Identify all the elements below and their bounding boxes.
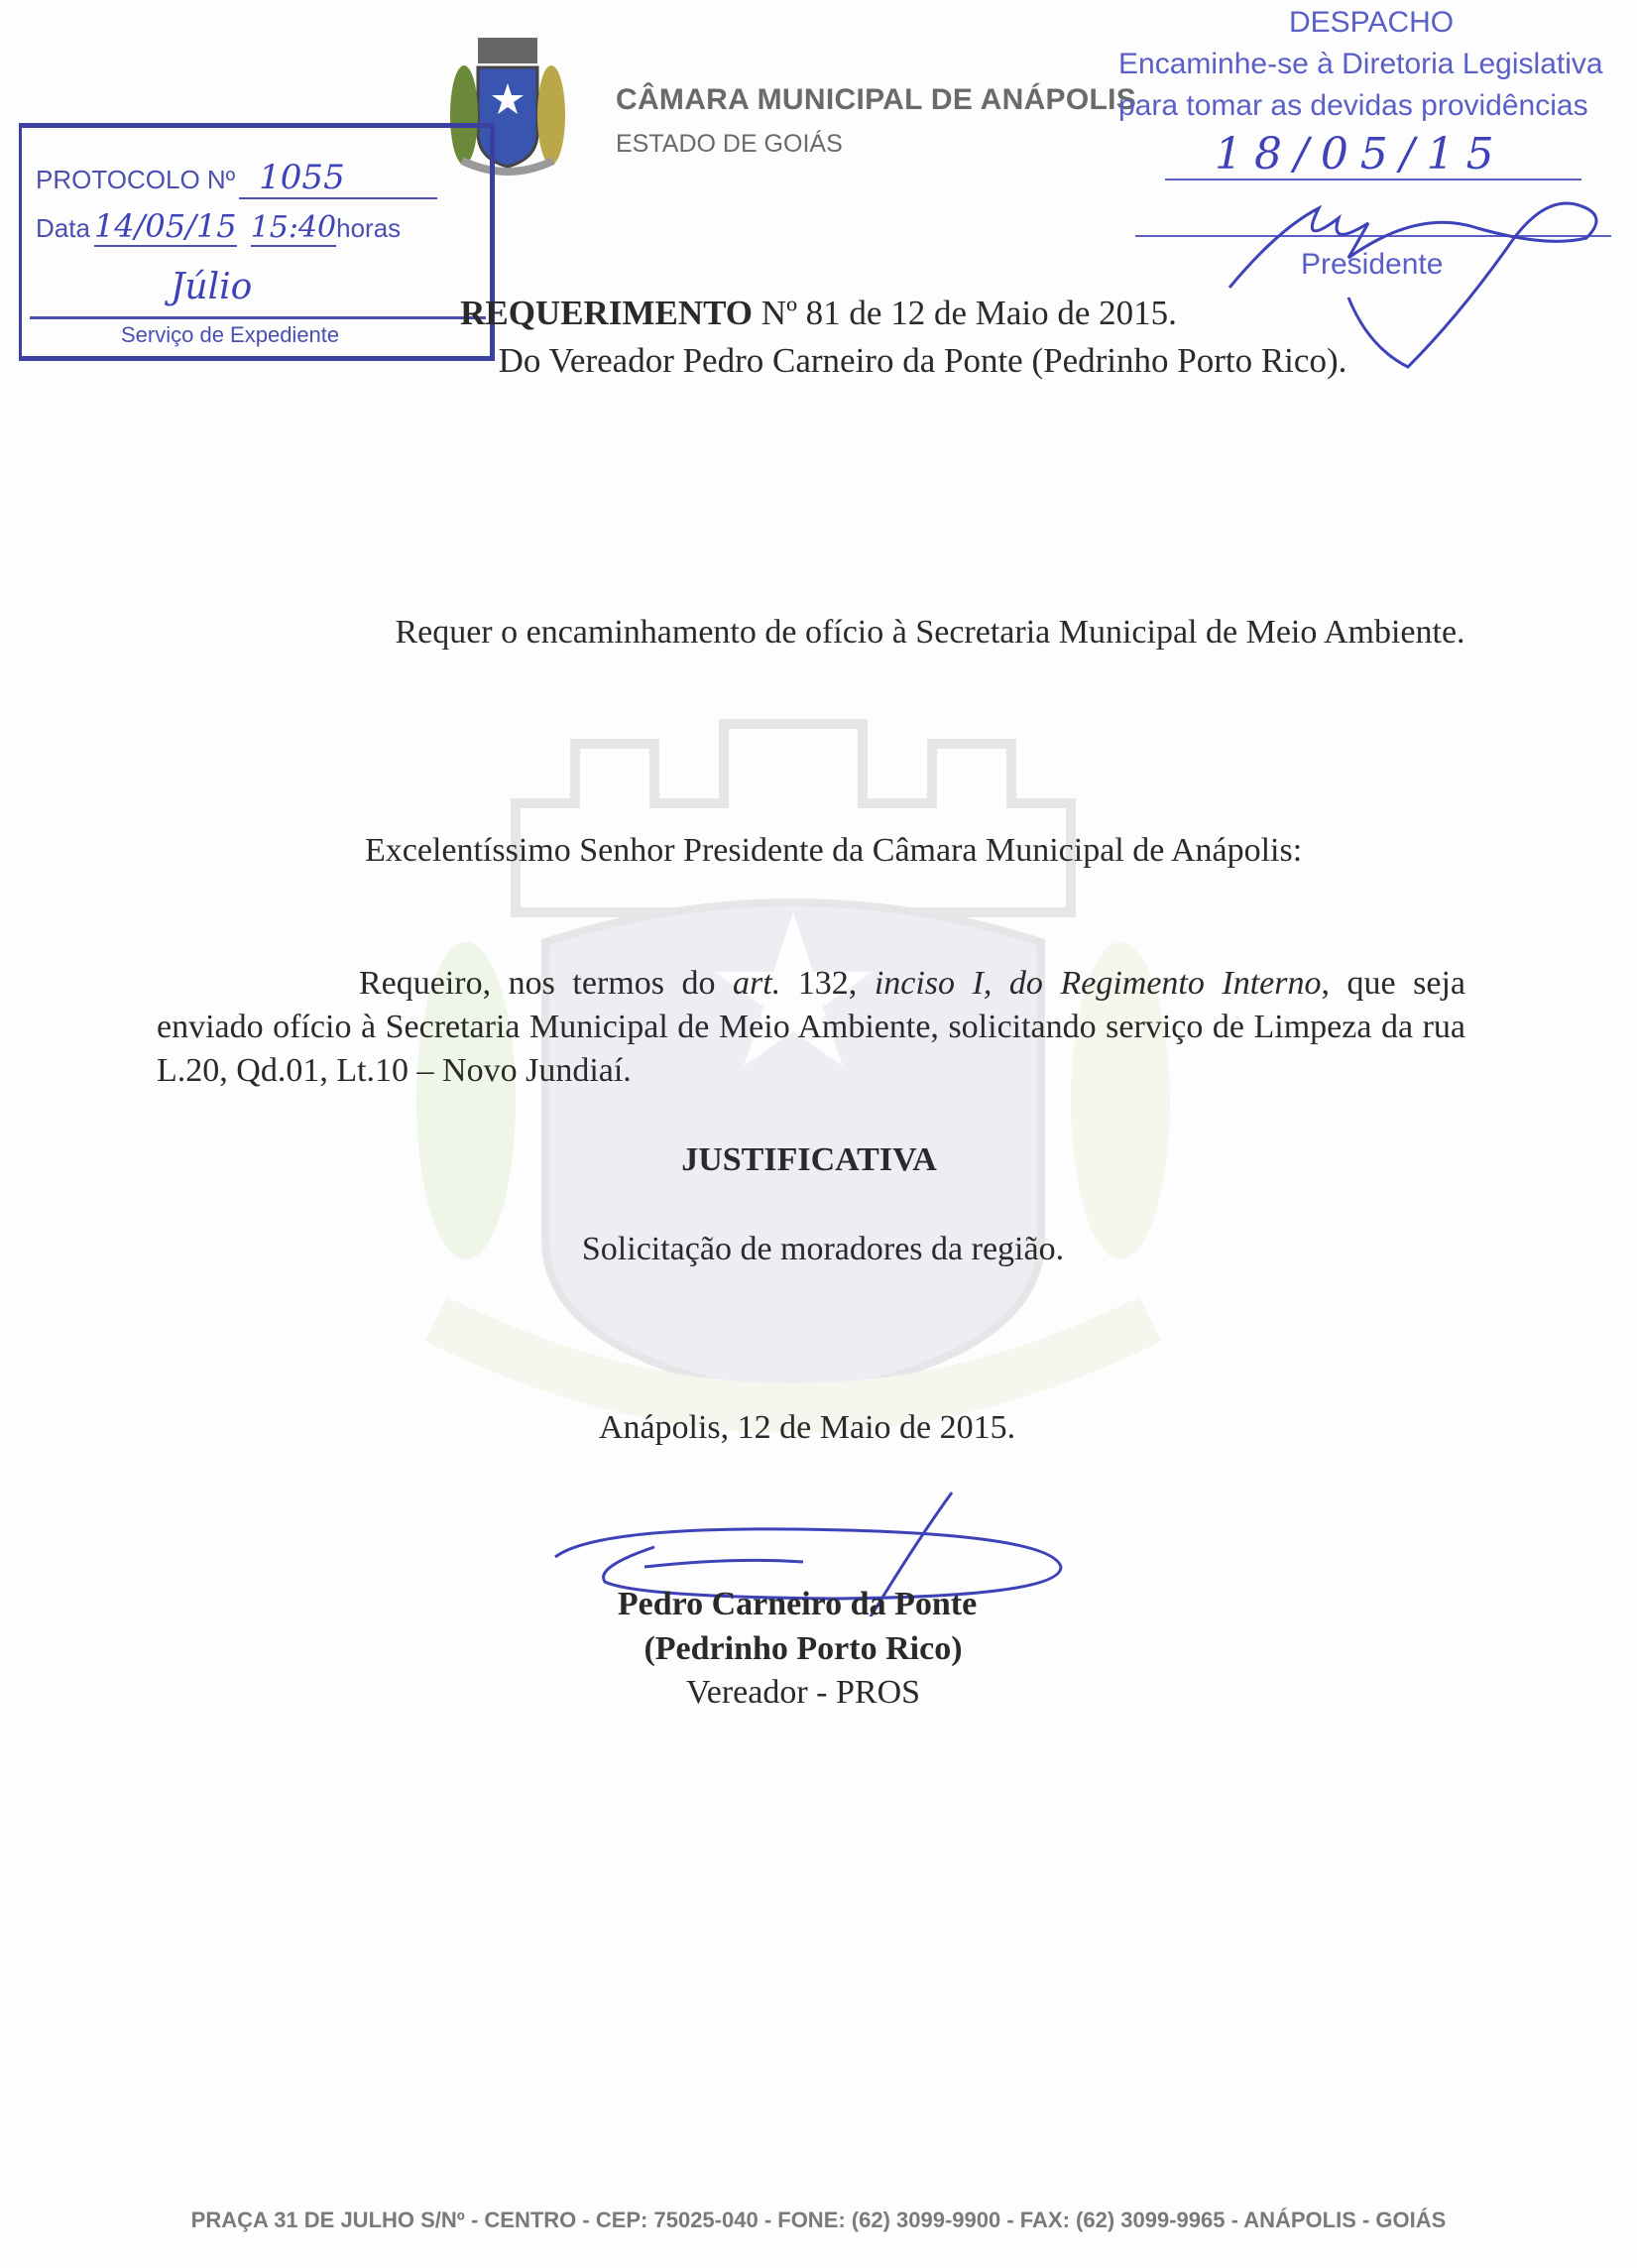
signer-nickname: (Pedrinho Porto Rico) — [643, 1630, 963, 1667]
justification-text: Solicitação de moradores da região. — [581, 1231, 1065, 1267]
document-type: REQUERIMENTO — [460, 294, 754, 332]
dispatch-date-line — [1165, 179, 1581, 180]
document-number-date: Nº 81 de 12 de Maio de 2015. — [753, 294, 1177, 332]
protocol-label: PROTOCOLO Nº — [36, 165, 236, 194]
request-text-1: Requeiro, nos termos do — [359, 965, 734, 1002]
footer-address: PRAÇA 31 DE JULHO S/Nº - CENTRO - CEP: 75025-040 - FONE: (62) 3099-9900 - FAX: (62) 3099-9965 - ANÁPOLIS - GOIÁS — [190, 2208, 1447, 2232]
request-text-2: 132, — [780, 965, 875, 1002]
justification-heading: JUSTIFICATIVA — [681, 1141, 937, 1178]
state-name: ESTADO DE GOIÁS — [616, 130, 843, 158]
dispatch-date: 18/05/15 — [1215, 129, 1506, 179]
summary: Requer o encaminhamento de ofício à Secretaria Municipal de Meio Ambiente. — [395, 614, 1465, 651]
author-line: Do Vereador Pedro Carneiro da Ponte (Pedrinho Porto Rico). — [498, 341, 1347, 380]
request-article: art. — [733, 965, 781, 1002]
request-paragraph — [157, 962, 1465, 1093]
signer-name: Pedro Carneiro da Ponte — [617, 1586, 978, 1622]
date-label: Data — [36, 213, 90, 243]
protocol-date: 14/05/15 — [93, 207, 237, 245]
document-title — [0, 294, 1637, 333]
signer-role: Vereador - PROS — [685, 1674, 921, 1711]
salutation: Excelentíssimo Senhor Presidente da Câmara Municipal de Anápolis: — [365, 832, 1303, 869]
dispatch-line-2: para tomar as devidas providências — [1118, 89, 1588, 122]
place-date: Anápolis, 12 de Maio de 2015. — [598, 1409, 1016, 1446]
protocol-date-row — [36, 207, 401, 247]
institution-name: CÂMARA MUNICIPAL DE ANÁPOLIS — [616, 83, 1137, 116]
protocol-time: 15:40 — [250, 210, 337, 245]
protocol-number-row — [36, 158, 437, 199]
clerk-signature: Júlio — [171, 267, 253, 307]
request-regulation: inciso I, do Regimento Interno — [874, 965, 1322, 1002]
dispatch-title: DESPACHO — [1289, 6, 1455, 39]
dispatch-line-1: Encaminhe-se à Diretoria Legislativa — [1118, 48, 1603, 80]
department-label: Serviço de Expediente — [121, 322, 340, 347]
dispatch-role: Presidente — [1301, 248, 1444, 281]
hours-label: horas — [336, 213, 402, 243]
protocol-number: 1055 — [239, 158, 437, 199]
request-text-3: , que seja enviado ofício à Secretaria Municipal de Meio Ambiente, solicitando serviço de Limpeza da rua L.20, Qd.01, Lt.10 – Novo Jundiaí. — [157, 965, 1466, 1089]
